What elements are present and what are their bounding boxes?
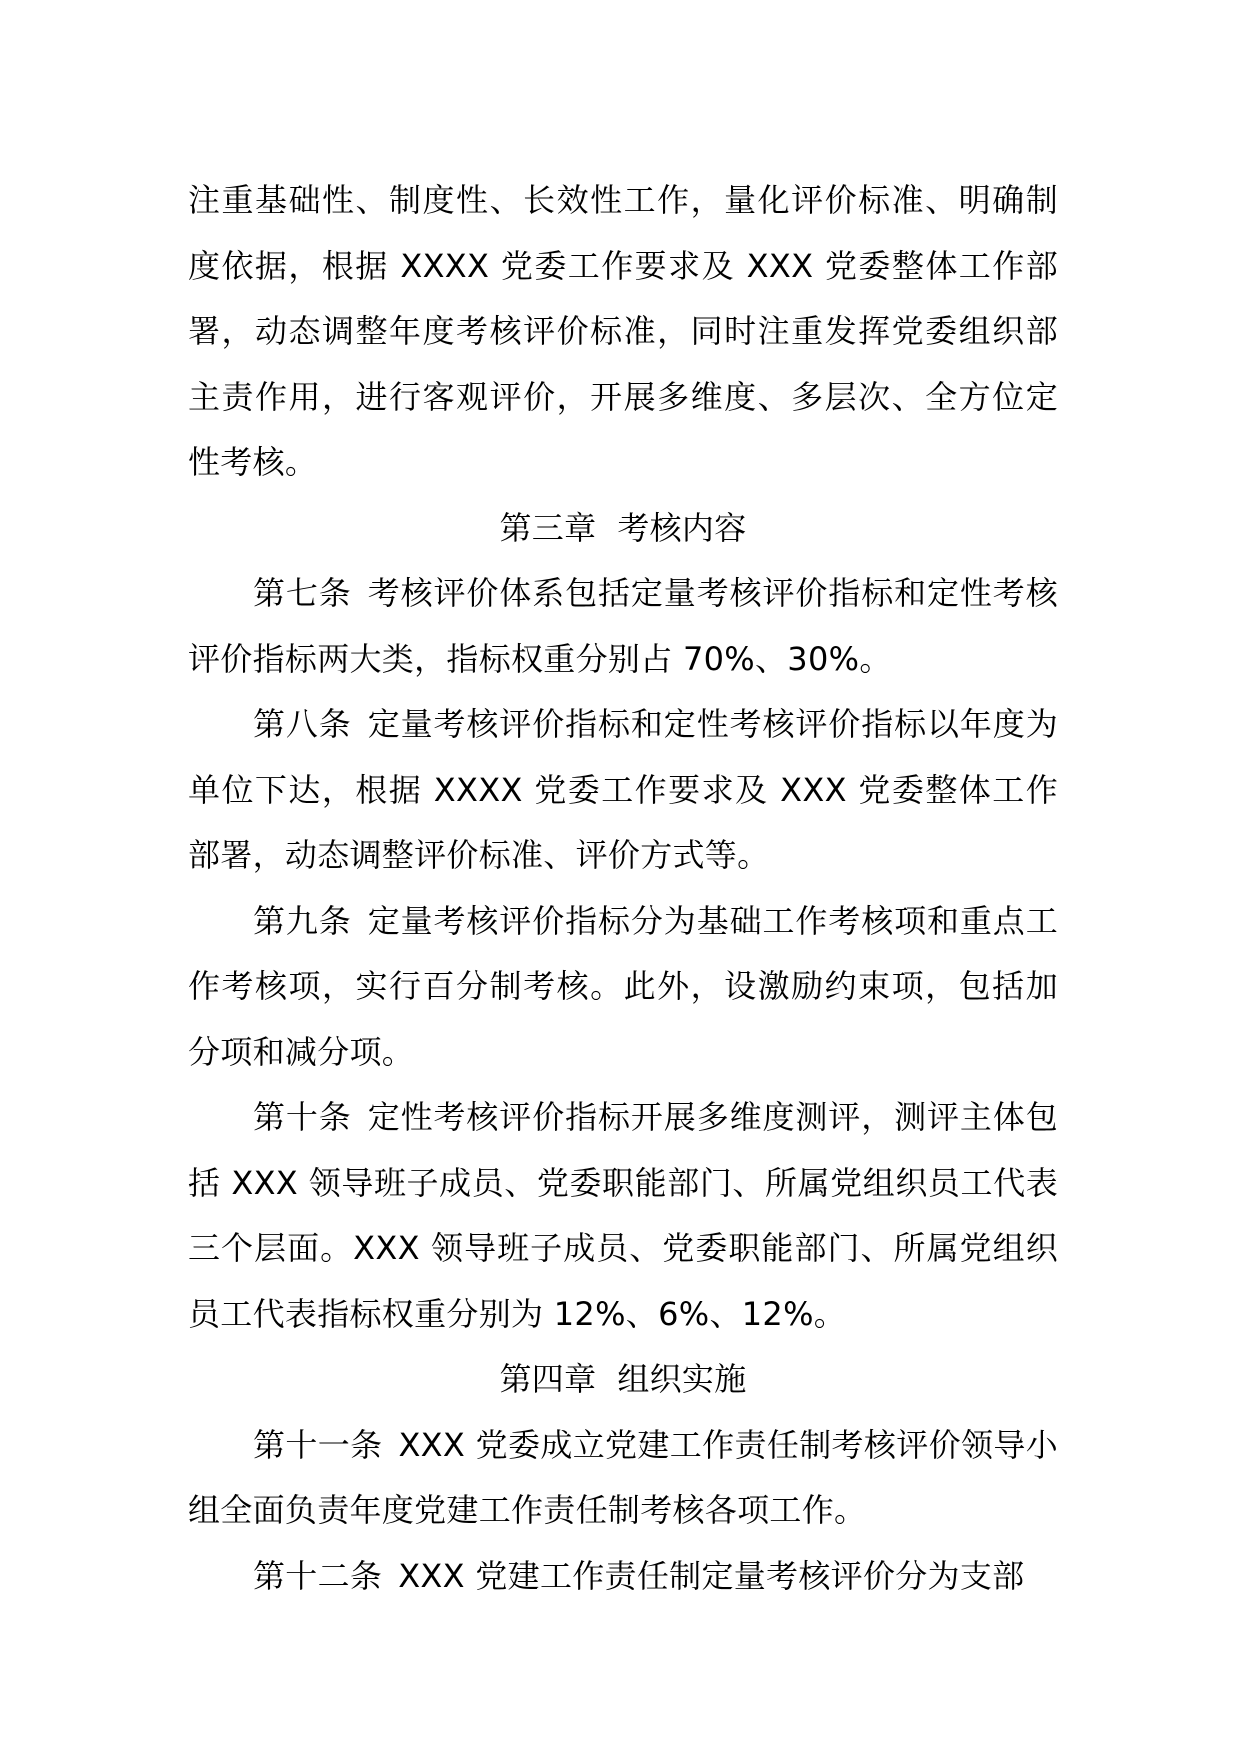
article-number: 第十条 [253,1098,352,1136]
document-body [188,168,1058,1609]
article-11 [188,1413,1058,1544]
article-7 [188,561,1058,692]
article-number: 第十二条 [253,1556,383,1595]
article-12 [188,1544,1058,1610]
article-text: XXX 党建工作责任制定量考核评价分为支部 [398,1556,1025,1595]
article-number: 第九条 [253,901,352,940]
article-8 [188,692,1058,889]
article-number: 第七条 [253,574,352,612]
chapter-heading-4: 第四章 组织实施 [499,1360,747,1398]
paragraph-continuation: 注重基础性、制度性、长效性工作，量化评价标准、明确制度依据，根据 XXXX 党委工作要求及 XXX 党委整体工作部署，动态调整年度考核评价标准，同时注重发挥党委组织部主责作用，进行客观评价，开展多维度、多层次、全方位定性考核。 [188,181,1058,481]
article-10 [188,1085,1058,1347]
article-number: 第十一条 [253,1425,383,1464]
article-number: 第八条 [253,705,352,743]
chapter-heading-3: 第三章 考核内容 [499,508,747,547]
article-text: 定量考核评价指标和定性考核评价指标以年度为单位下达，根据 XXXX 党委工作要求及 XXX 党委整体工作部署，动态调整评价标准、评价方式等。 [188,705,1058,874]
article-text: 定性考核评价指标开展多维度测评，测评主体包括 XXX 领导班子成员、党委职能部门、所属党组织员工代表三个层面。XXX 领导班子成员、党委职能部门、所属党组织员工代表指标权重分别为 12%、6%、12%。 [188,1098,1058,1333]
article-9 [188,889,1058,1086]
article-text: 定量考核评价指标分为基础工作考核项和重点工作考核项，实行百分制考核。此外，设激励约束项，包括加分项和减分项。 [188,901,1058,1071]
article-text: XXX 党委成立党建工作责任制考核评价领导小组全面负责年度党建工作责任制考核各项工作。 [188,1425,1058,1529]
article-text: 考核评价体系包括定量考核评价指标和定性考核评价指标两大类，指标权重分别占 70%、30%。 [188,574,1058,678]
